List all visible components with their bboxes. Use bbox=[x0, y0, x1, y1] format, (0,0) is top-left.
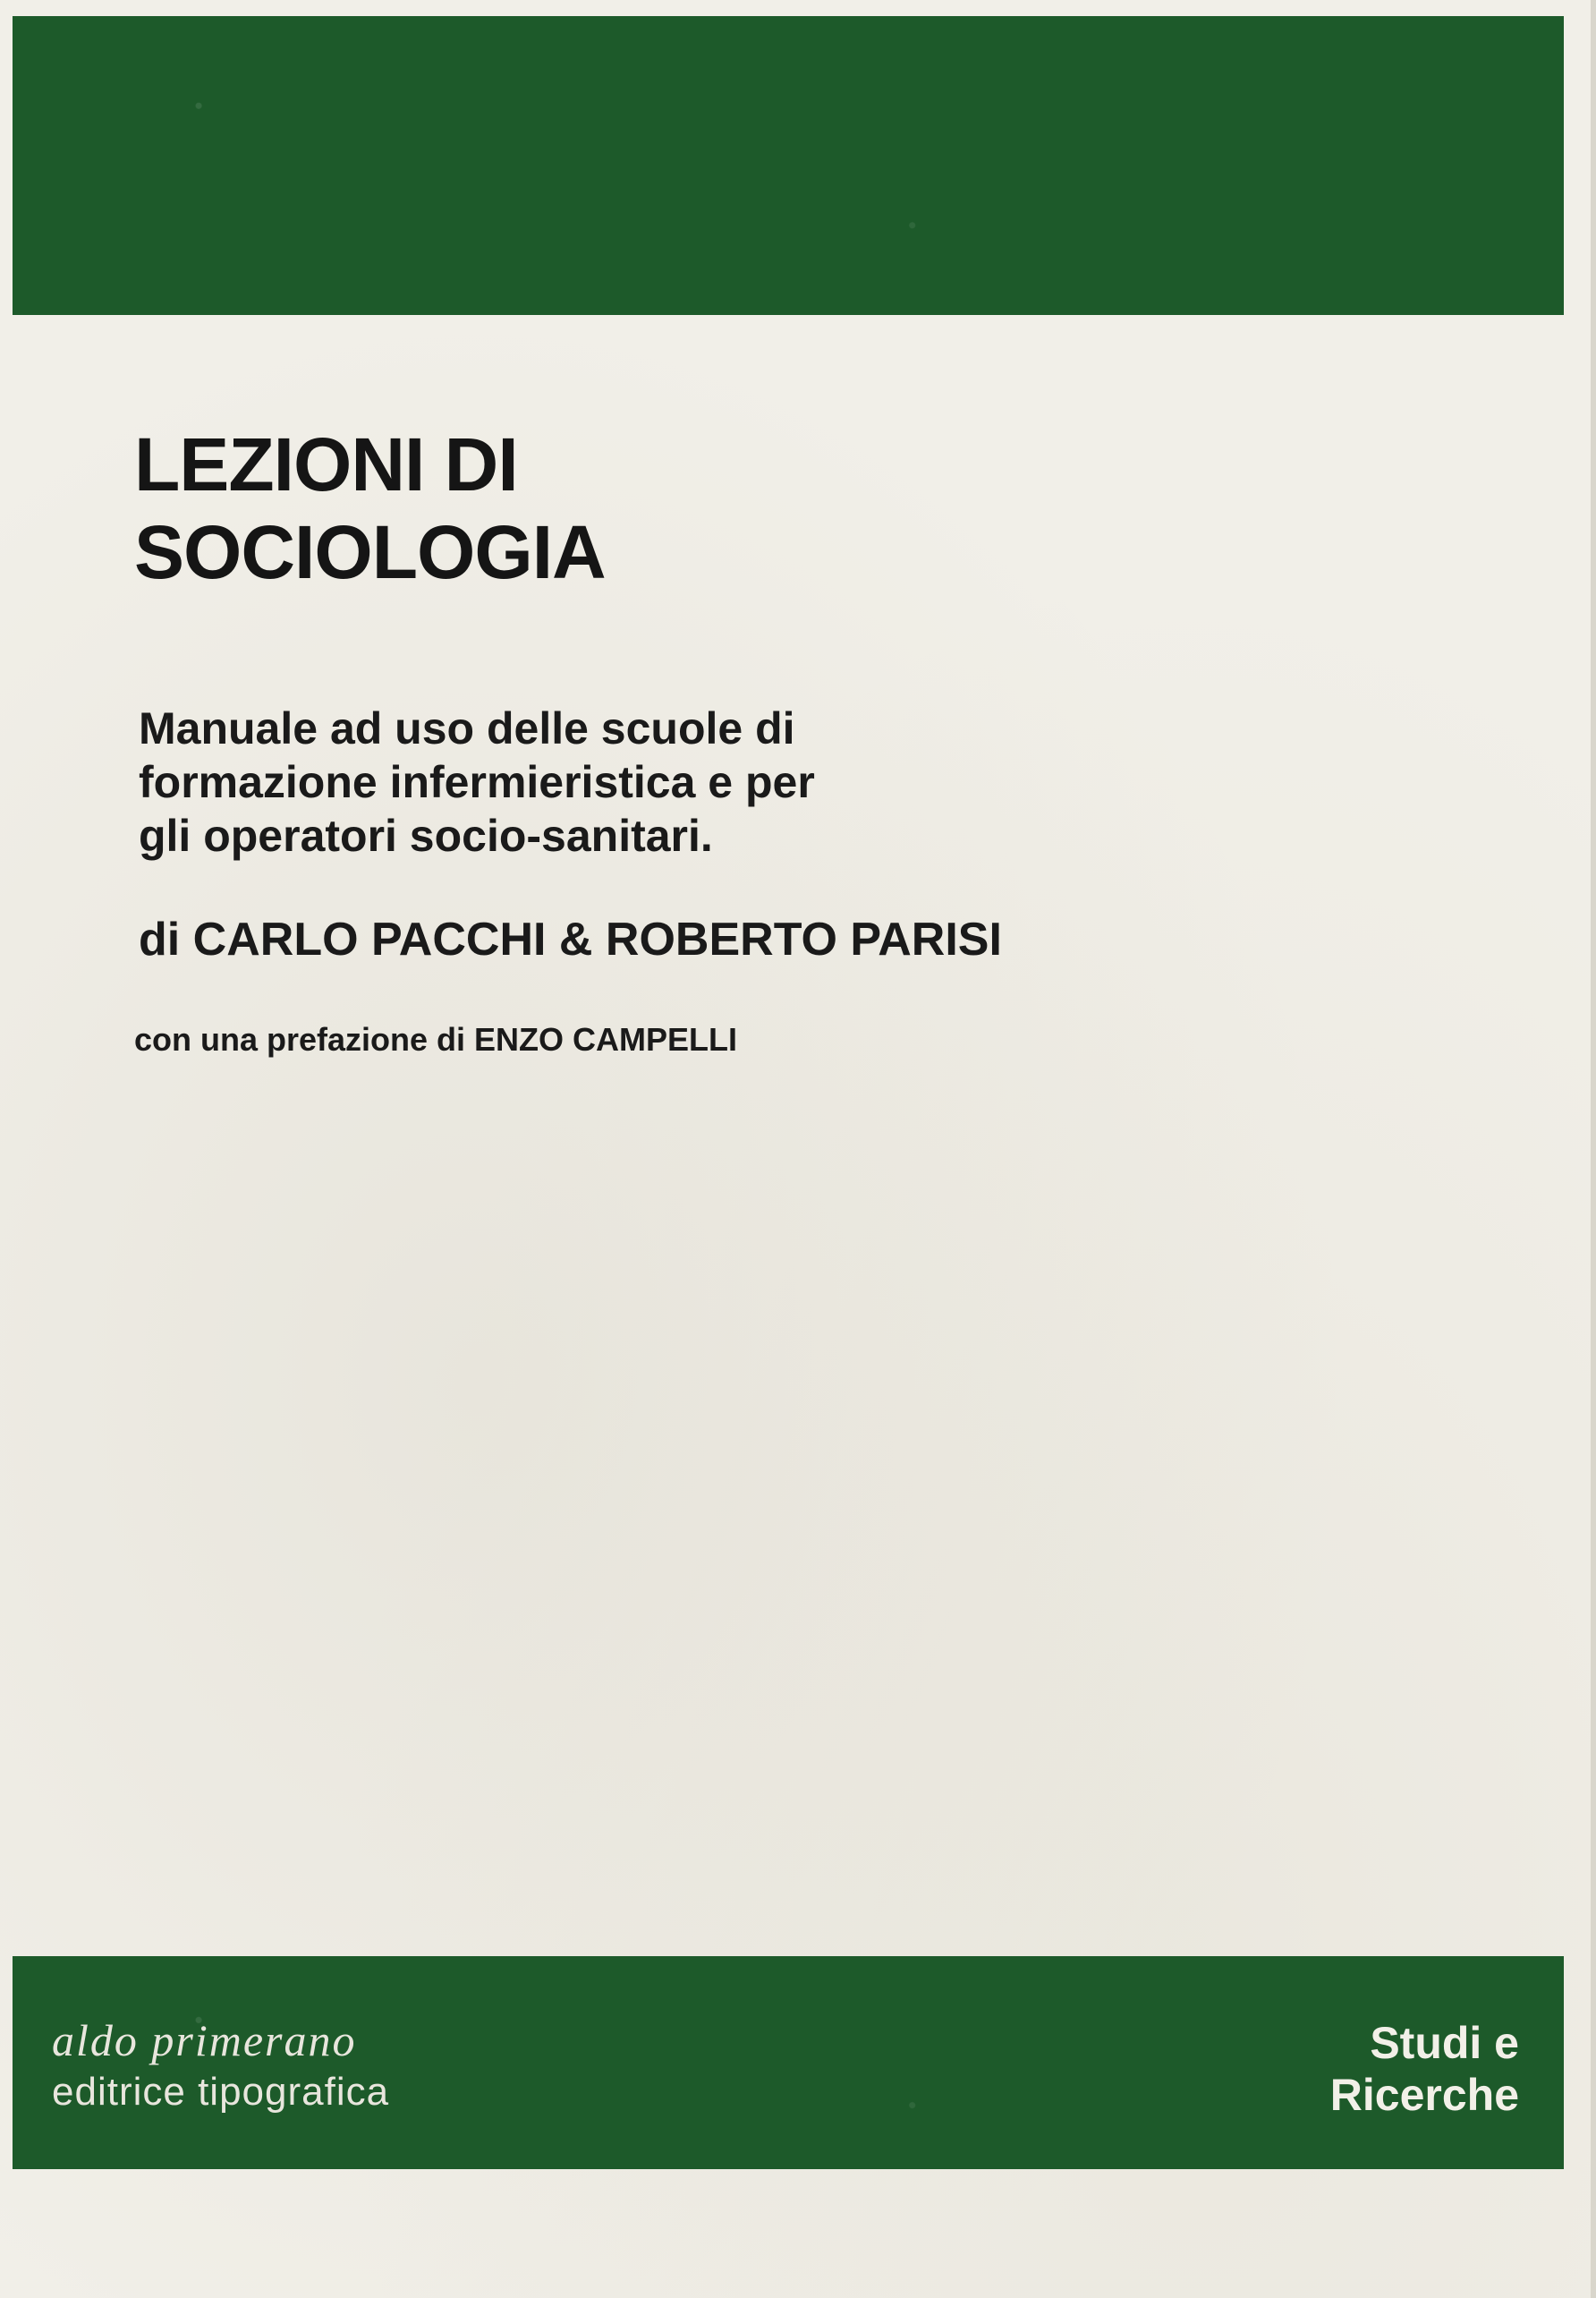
subtitle-line-3: gli operatori socio-sanitari. bbox=[139, 811, 713, 861]
series-label bbox=[1330, 2017, 1519, 2121]
preface-line: con una prefazione di ENZO CAMPELLI bbox=[134, 1021, 738, 1058]
series-line-1: Studi e bbox=[1370, 2018, 1519, 2068]
title-line-2: SOCIOLOGIA bbox=[134, 510, 606, 594]
authors-line: di CARLO PACCHI & ROBERTO PARISI bbox=[139, 914, 1002, 966]
top-green-band bbox=[13, 16, 1564, 315]
series-line-2: Ricerche bbox=[1329, 2070, 1519, 2120]
publisher-imprint bbox=[52, 2015, 389, 2115]
publisher-name: aldo primerano bbox=[52, 2015, 357, 2065]
book-subtitle bbox=[139, 702, 815, 863]
subtitle-line-2: formazione infermieristica e per bbox=[139, 757, 815, 807]
publisher-subtitle: editrice tipografica bbox=[52, 2070, 390, 2114]
subtitle-line-1: Manuale ad uso delle scuole di bbox=[139, 703, 795, 753]
book-title bbox=[134, 421, 606, 596]
title-line-1: LEZIONI DI bbox=[134, 422, 518, 506]
